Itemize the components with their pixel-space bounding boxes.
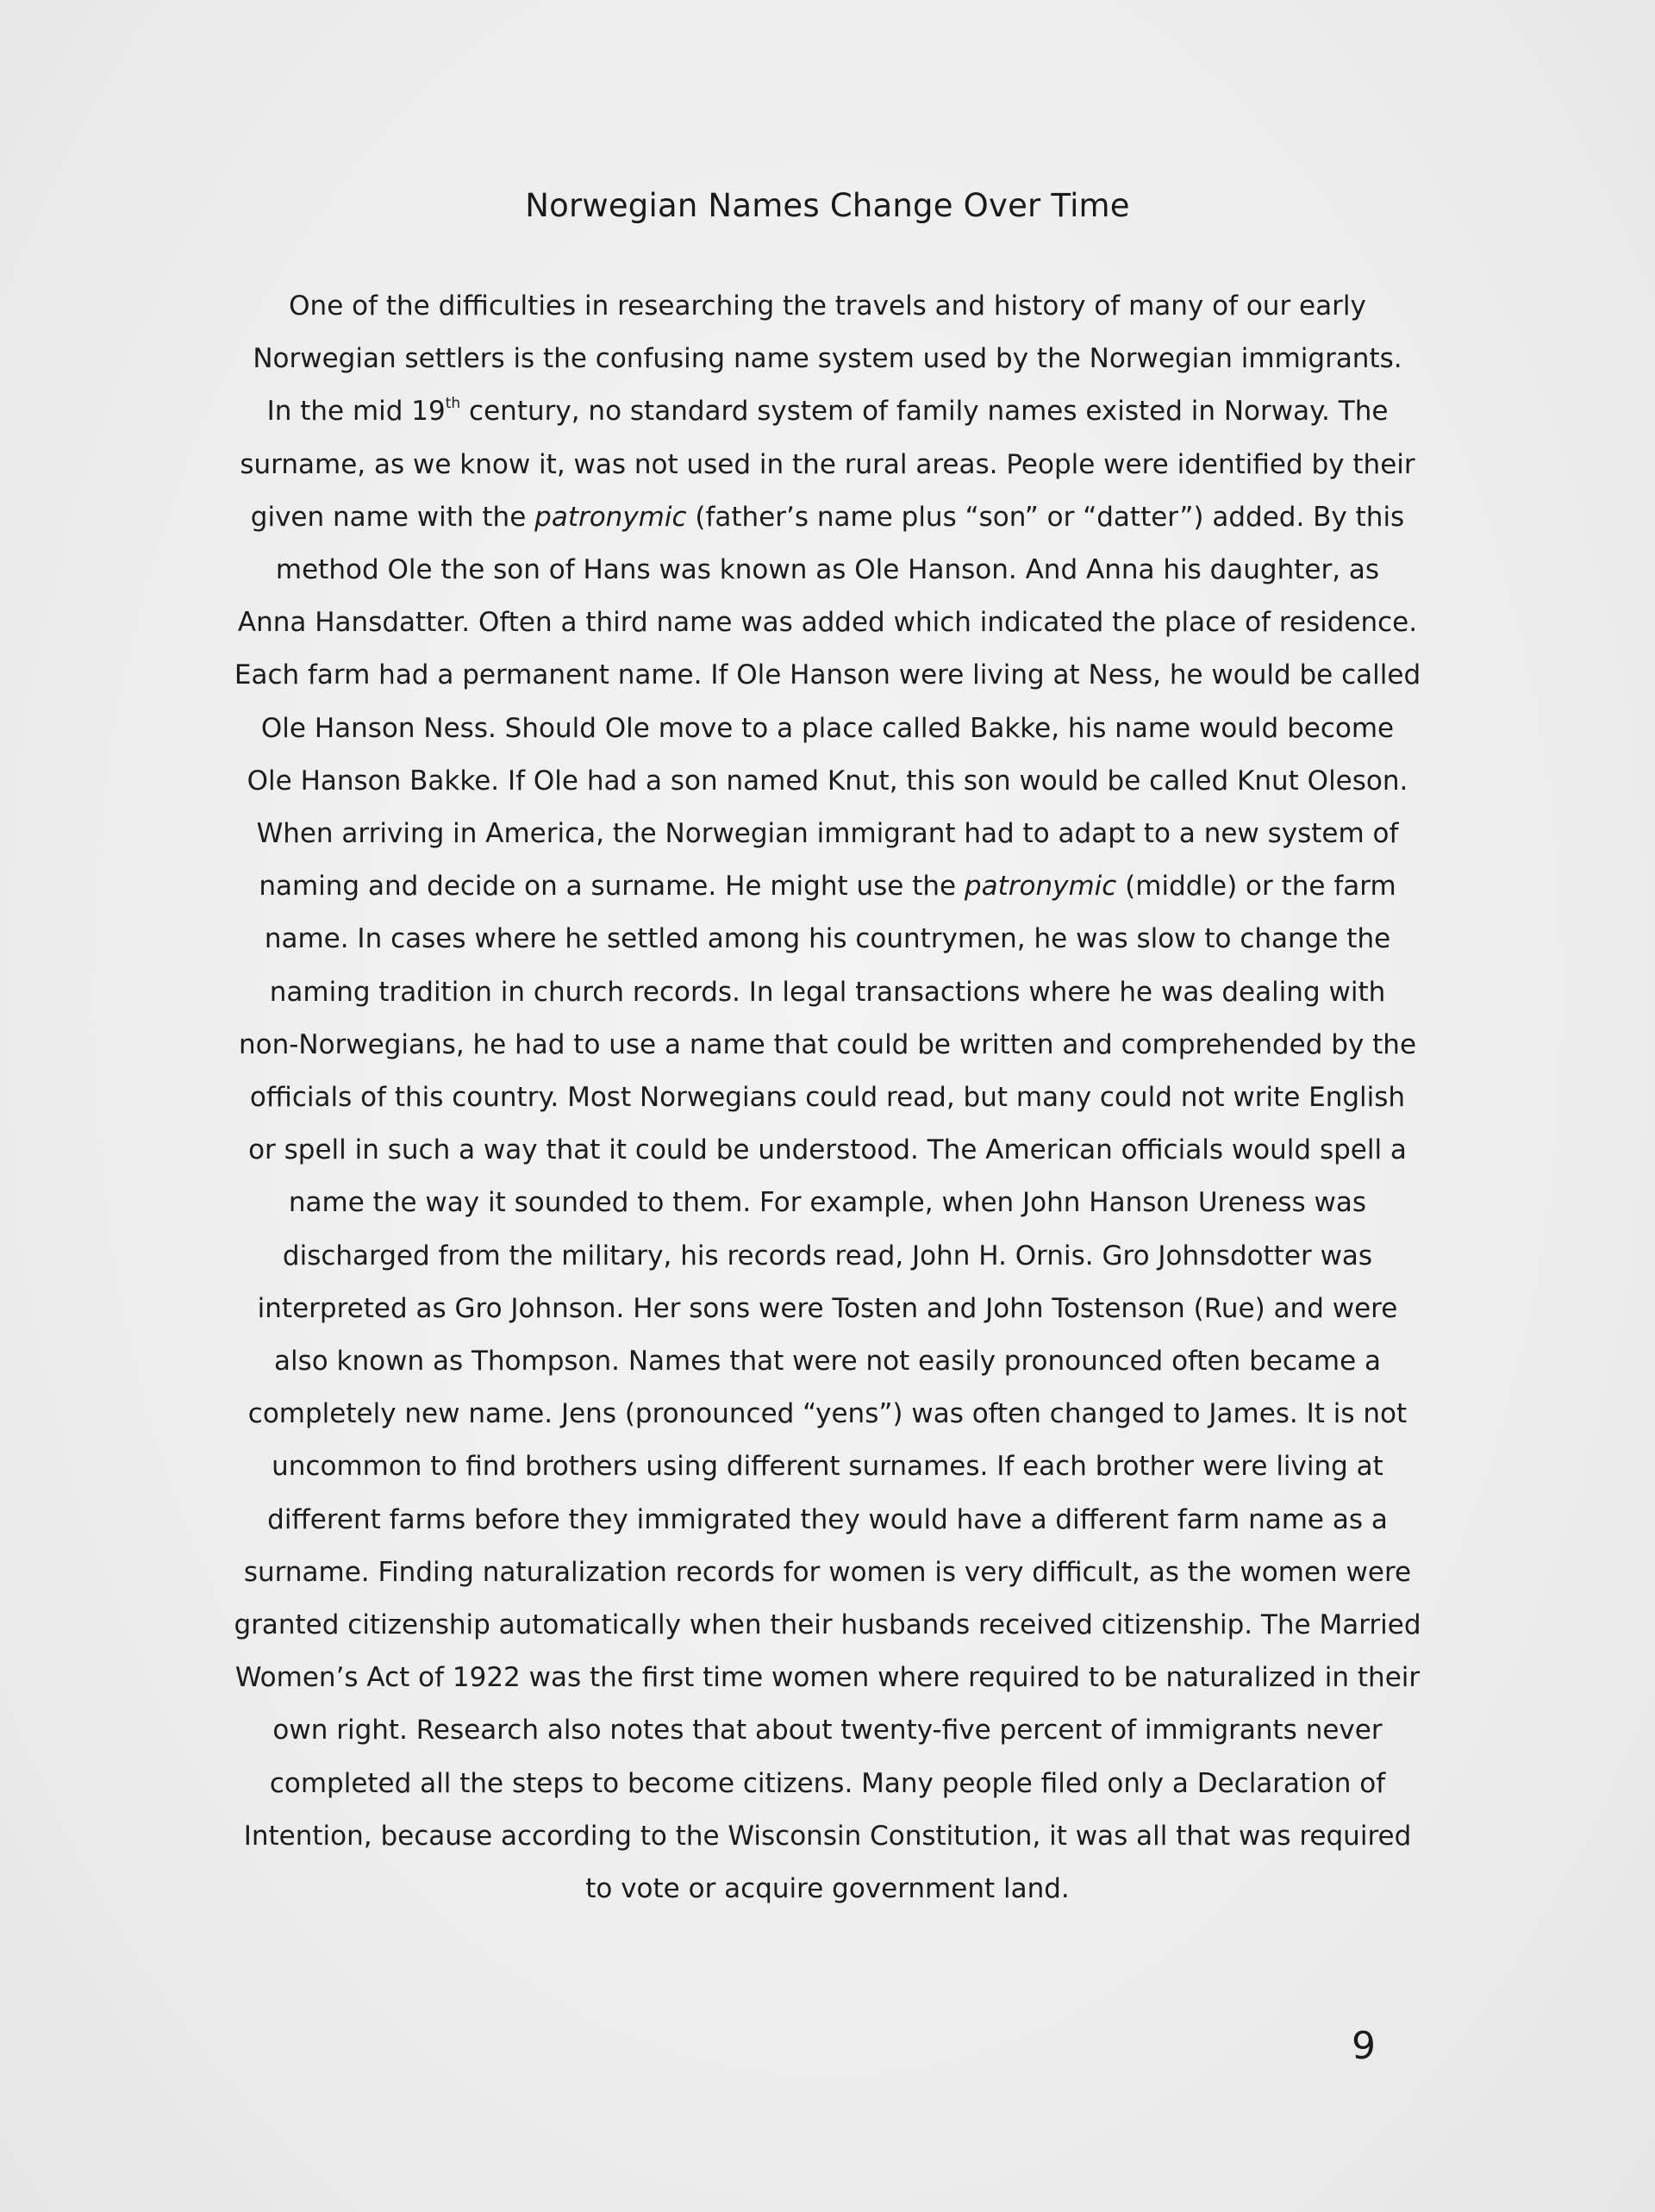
text-line: granted citizenship automatically when their husbands received citizenship. The Married (234, 1609, 1421, 1641)
text-line: non-Norwegians, he had to use a name that could be written and comprehended by the (238, 1028, 1417, 1060)
text-segment: naming and decide on a surname. He might use the (259, 871, 965, 903)
text-line: method Ole the son of Hans was known as Ole Hanson. And Anna his daughter, as (275, 554, 1380, 586)
text-line: own right. Research also notes that about twenty-five percent of immigrants never (272, 1715, 1383, 1746)
text-segment: (father’s name plus “son” or “datter”) added. By this (686, 501, 1405, 533)
text-line: officials of this country. Most Norwegians could read, but many could not write English (249, 1082, 1406, 1114)
text-line: name the way it sounded to them. For example, when John Hanson Ureness was (288, 1187, 1367, 1219)
text-line: Intention, because according to the Wisconsin Constitution, it was all that was required (243, 1820, 1412, 1852)
text-line: different farms before they immigrated they would have a different farm name as a (267, 1503, 1388, 1535)
text-line: completed all the steps to become citizens. Many people filed only a Declaration of (269, 1767, 1386, 1799)
text-line (181, 385, 1474, 438)
text-segment: given name with the (250, 501, 535, 533)
text-line: to vote or acquire government land. (585, 1873, 1070, 1905)
text-line: Norwegian settlers is the confusing name system used by the Norwegian immigrants. (253, 343, 1402, 375)
text-segment: century, no standard system of family names existed in Norway. The (460, 396, 1389, 428)
text-line: When arriving in America, the Norwegian immigrant had to adapt to a new system of (256, 818, 1399, 850)
text-line: uncommon to find brothers using different surnames. If each brother were living at (272, 1451, 1383, 1483)
text-line (181, 491, 1474, 544)
text-line: completely new name. Jens (pronounced “yens”) was often changed to James. It is not (247, 1398, 1408, 1430)
text-line: interpreted as Gro Johnson. Her sons were Tosten and John Tostenson (Rue) and were (257, 1292, 1398, 1324)
italic-term: patronymic (964, 871, 1117, 903)
text-segment: (middle) or the farm (1116, 871, 1396, 903)
text-line: Each farm had a permanent name. If Ole Hanson were living at Ness, he would be called (234, 659, 1421, 691)
text-line: surname, as we know it, was not used in the rural areas. People were identified by their (240, 448, 1415, 480)
text-line: One of the difficulties in researching the travels and history of many of our early (289, 291, 1366, 322)
text-line: Women’s Act of 1922 was the first time women where required to be naturalized in their (234, 1662, 1421, 1694)
text-line (181, 860, 1474, 913)
text-line: Ole Hanson Ness. Should Ole move to a place called Bakke, his name would become (260, 712, 1395, 744)
text-line: name. In cases where he settled among his countrymen, he was slow to change the (264, 923, 1391, 955)
text-line: Ole Hanson Bakke. If Ole had a son named Knut, this son would be called Knut Oleson. (247, 765, 1408, 797)
text-line: also known as Thompson. Names that were not easily pronounced often became a (273, 1346, 1382, 1378)
text-segment: In the mid 19 (266, 396, 446, 428)
text-line: naming tradition in church records. In legal transactions where he was dealing with (269, 976, 1386, 1008)
ordinal-superscript: th (445, 395, 461, 413)
text-line: Anna Hansdatter. Often a third name was added which indicated the place of residence. (237, 607, 1418, 639)
body-paragraph (181, 280, 1474, 1915)
italic-term: patronymic (534, 501, 687, 533)
page-title: Norwegian Names Change Over Time (525, 187, 1130, 224)
text-line: discharged from the military, his records read, John H. Ornis. Gro Johnsdotter was (282, 1240, 1373, 1272)
page-number: 9 (1352, 2024, 1376, 2068)
text-line: surname. Finding naturalization records for women is very difficult, as the women were (243, 1556, 1412, 1588)
text-line: or spell in such a way that it could be understood. The American officials would spell a (248, 1134, 1407, 1166)
